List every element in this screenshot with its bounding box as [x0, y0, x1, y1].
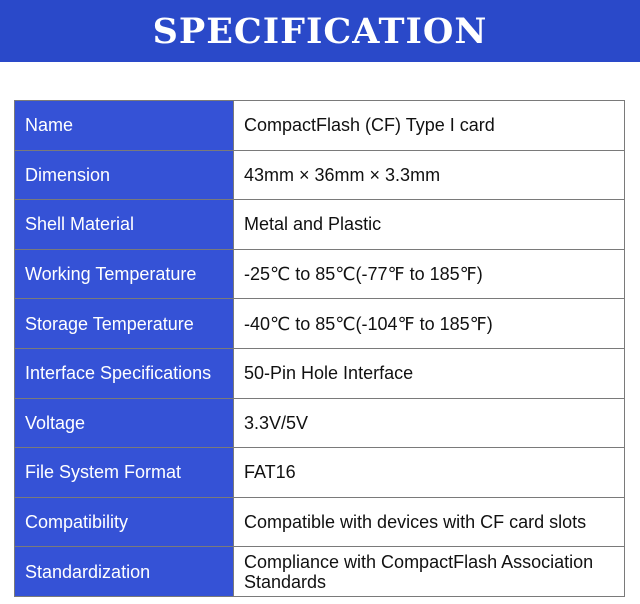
- page-title: SPECIFICATION: [152, 10, 488, 52]
- table-row: [15, 101, 625, 151]
- spec-label: Compatibility: [15, 497, 234, 547]
- spec-label: Storage Temperature: [15, 299, 234, 349]
- table-row: [15, 448, 625, 498]
- spec-table: [14, 100, 625, 597]
- spec-value: Compliance with CompactFlash Association Standards: [234, 547, 625, 597]
- spec-label: Voltage: [15, 398, 234, 448]
- spec-value: CompactFlash (CF) Type I card: [234, 101, 625, 151]
- table-row: [15, 299, 625, 349]
- spec-label: Standardization: [15, 547, 234, 597]
- spec-value: -40℃ to 85℃(-104℉ to 185℉): [234, 299, 625, 349]
- spec-label: Shell Material: [15, 200, 234, 250]
- spec-value: 43mm × 36mm × 3.3mm: [234, 150, 625, 200]
- spec-value: -25℃ to 85℃(-77℉ to 185℉): [234, 249, 625, 299]
- table-row: [15, 249, 625, 299]
- spec-label: Name: [15, 101, 234, 151]
- spec-label: Interface Specifications: [15, 348, 234, 398]
- spec-value: FAT16: [234, 448, 625, 498]
- spec-value: Compatible with devices with CF card slots: [234, 497, 625, 547]
- spec-value: 3.3V/5V: [234, 398, 625, 448]
- table-row: [15, 398, 625, 448]
- spec-value: 50-Pin Hole Interface: [234, 348, 625, 398]
- table-row: [15, 200, 625, 250]
- header-banner: [0, 0, 640, 62]
- spec-label: File System Format: [15, 448, 234, 498]
- spec-label: Dimension: [15, 150, 234, 200]
- spec-label: Working Temperature: [15, 249, 234, 299]
- table-row: [15, 497, 625, 547]
- table-row: [15, 150, 625, 200]
- spec-value: Metal and Plastic: [234, 200, 625, 250]
- table-row: [15, 547, 625, 597]
- table-row: [15, 348, 625, 398]
